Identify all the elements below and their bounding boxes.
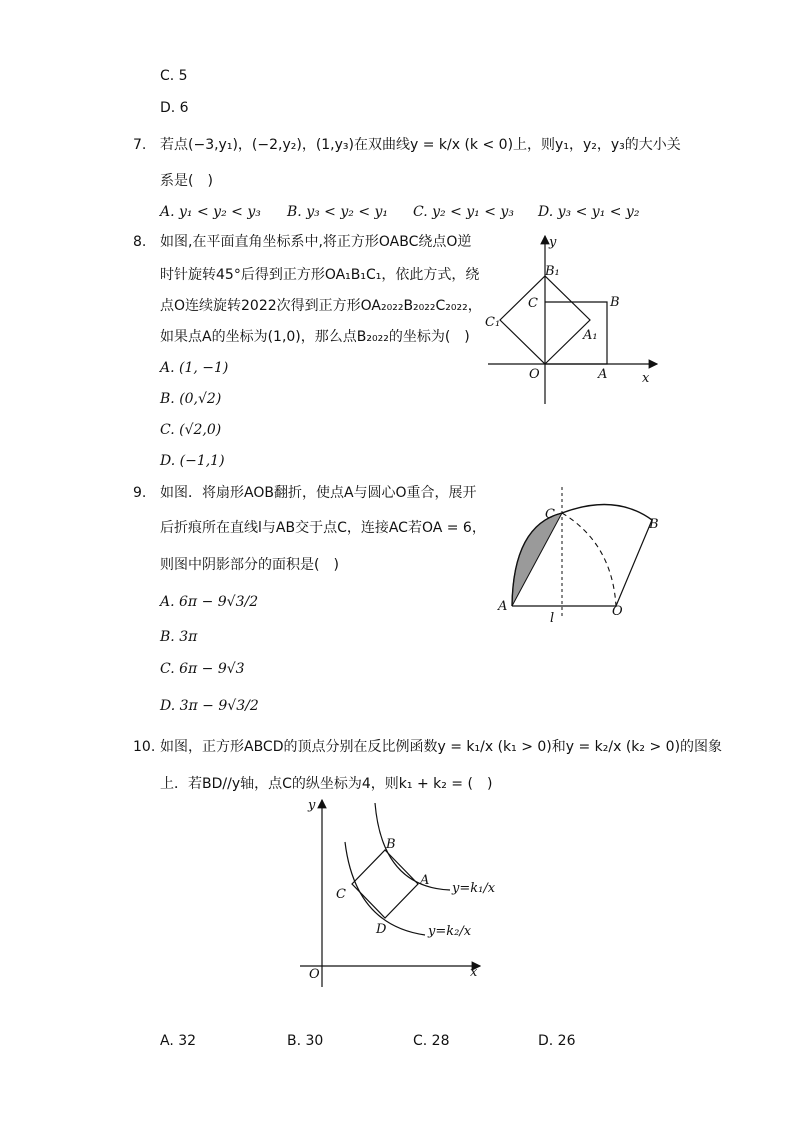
q7-stem-line2: 系是( ): [160, 173, 213, 189]
q9-number: 9.: [133, 485, 147, 501]
q7-option-d: D. y₃ < y₁ < y₂: [538, 204, 640, 220]
q8-option-b: B. (0,√2): [160, 391, 222, 407]
q8-label-y: y: [549, 235, 557, 250]
q6-option-c: C. 5: [160, 68, 188, 84]
q7-option-b: B. y₃ < y₂ < y₁: [287, 204, 389, 220]
q8-label-a: A: [598, 367, 608, 382]
q8-option-c: C. (√2,0): [160, 422, 222, 438]
q8-stem-line3: 点O连续旋转2022次得到正方形OA₂₀₂₂B₂₀₂₂C₂₀₂₂，: [160, 298, 482, 314]
q10-label-c: C: [336, 887, 346, 902]
q10-option-b: B. 30: [287, 1033, 324, 1049]
q10-label-f2: y=k₂/x: [428, 924, 472, 939]
q10-label-b: B: [386, 837, 396, 852]
q10-label-o: O: [309, 967, 320, 982]
q10-figure-hyperbola-square: [300, 795, 500, 995]
q9-label-o: O: [612, 604, 623, 619]
q9-label-c: C: [545, 507, 555, 522]
q9-stem-line1: 如图．将扇形AOB翻折，使点A与圆心O重合，展开: [160, 485, 477, 501]
q8-number: 8.: [133, 234, 147, 250]
q10-label-x: x: [470, 965, 478, 980]
q8-label-c1: C₁: [485, 315, 501, 330]
q9-radius-ob: [616, 520, 652, 606]
q9-label-b: B: [649, 517, 659, 532]
q9-label-a: A: [498, 599, 508, 614]
q9-figure-sector-fold: [495, 485, 675, 625]
q9-option-a: A. 6π − 9√3/2: [160, 594, 259, 610]
q8-label-x: x: [642, 371, 650, 386]
q7-option-a: A. y₁ < y₂ < y₃: [160, 204, 261, 220]
q10-number: 10.: [133, 739, 156, 755]
q6-option-d: D. 6: [160, 100, 189, 116]
q8-stem-line4: 如果点A的坐标为(1,0)，那么点B₂₀₂₂的坐标为( ): [160, 329, 470, 345]
q9-option-c: C. 6π − 9√3: [160, 661, 245, 677]
q8-option-a: A. (1, −1): [160, 360, 229, 376]
q9-stem-line3: 则图中阴影部分的面积是( ): [160, 557, 339, 573]
q9-folded-arc: [562, 513, 616, 606]
q9-option-d: D. 3π − 9√3/2: [160, 698, 259, 714]
q7-option-c: C. y₂ < y₁ < y₃: [413, 204, 514, 220]
q10-option-c: C. 28: [413, 1033, 450, 1049]
q10-label-d: D: [376, 922, 387, 937]
q9-label-l: l: [550, 611, 555, 626]
q10-option-d: D. 26: [538, 1033, 576, 1049]
q10-stem-line2: 上．若BD//y轴，点C的纵坐标为4，则k₁ + k₂ = ( ): [160, 776, 493, 792]
q10-label-a: A: [420, 873, 430, 888]
q8-label-o: O: [529, 367, 540, 382]
q9-stem-line2: 后折痕所在直线l与AB交于点C，连接AC若OA = 6，: [160, 520, 486, 536]
q8-label-c: C: [528, 296, 538, 311]
q10-label-y: y: [308, 798, 316, 813]
q9-option-b: B. 3π: [160, 629, 198, 645]
q7-number: 7.: [133, 137, 147, 153]
q7-stem-line1: 若点(−3,y₁)，(−2,y₂)，(1,y₃)在双曲线y = k/x (k < 0)上，则y₁，y₂，y₃的大小关: [160, 137, 681, 153]
q8-label-b1: B₁: [545, 264, 560, 279]
q10-option-a: A. 32: [160, 1033, 197, 1049]
q8-label-b: B: [610, 295, 620, 310]
q8-option-d: D. (−1,1): [160, 453, 225, 469]
q8-label-a1: A₁: [583, 328, 598, 343]
q8-stem-line1: 如图,在平面直角坐标系中,将正方形OABC绕点O逆: [160, 234, 472, 250]
q8-stem-line2: 时针旋转45°后得到正方形OA₁B₁C₁，依此方式，绕: [160, 267, 480, 283]
q10-label-f1: y=k₁/x: [452, 881, 496, 896]
q8-figure-square-rotation: [485, 232, 665, 407]
q10-stem-line1: 如图，正方形ABCD的顶点分别在反比例函数y = k₁/x (k₁ > 0)和y = k₂/x (k₂ > 0)的图象: [160, 739, 723, 755]
